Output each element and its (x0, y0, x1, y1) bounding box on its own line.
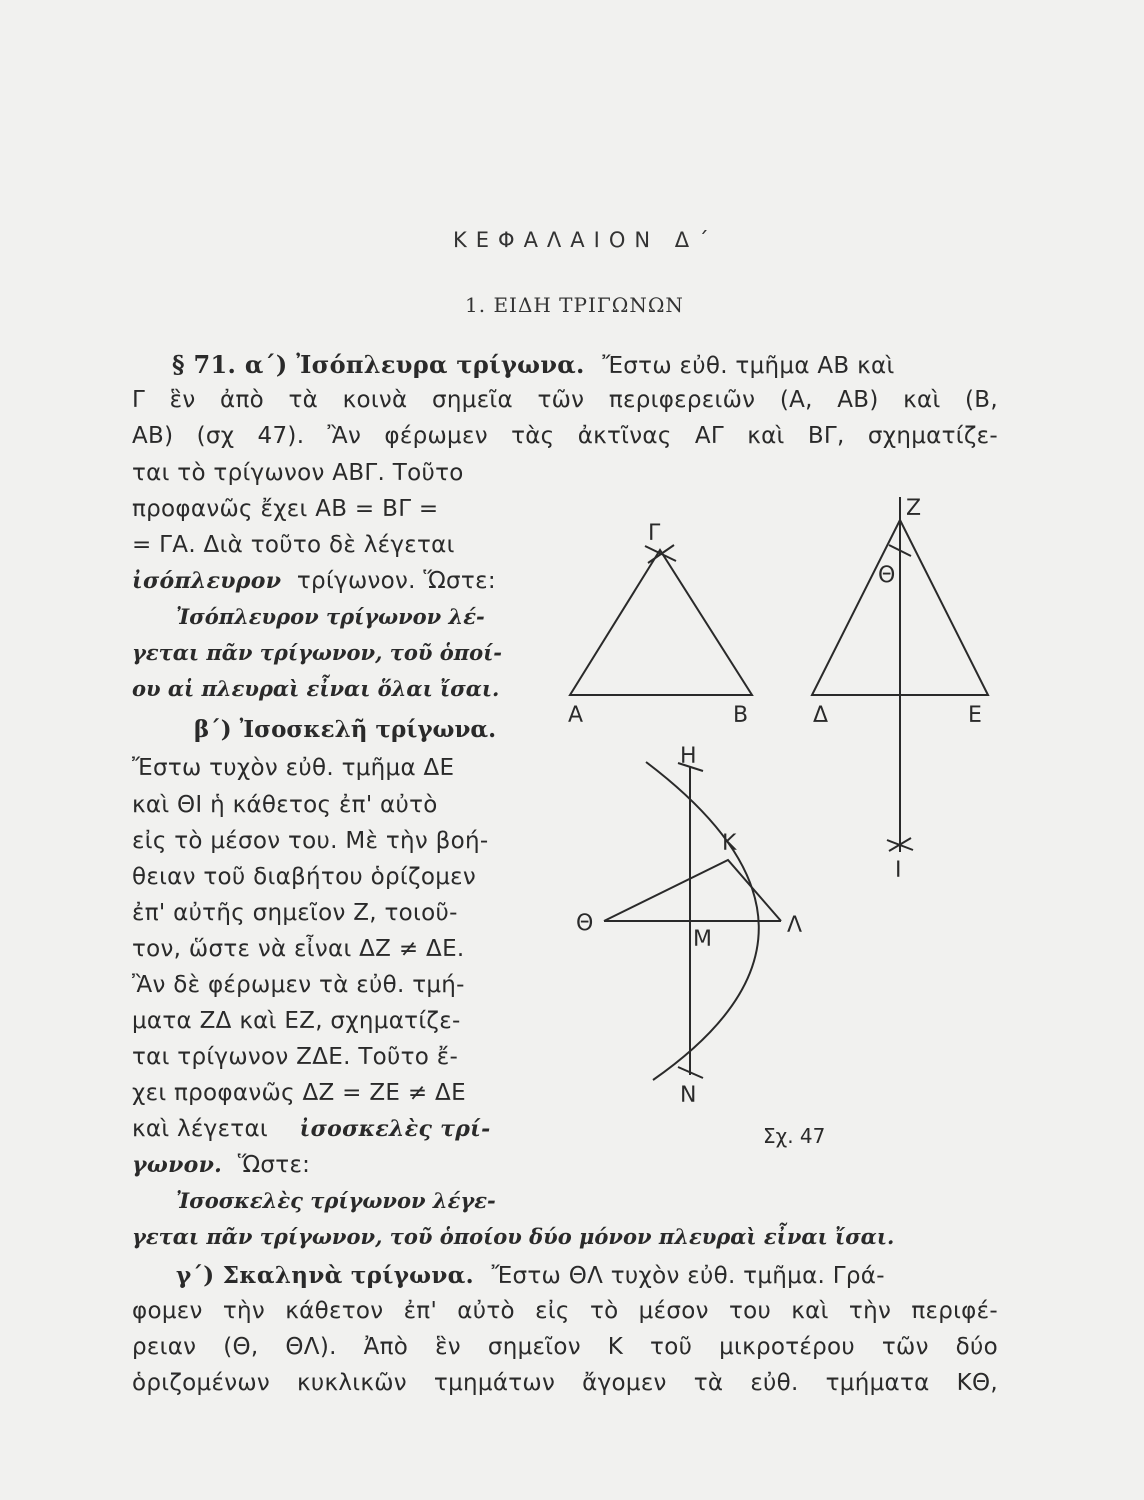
label-Lambda: Λ (787, 913, 803, 938)
definition-b-line-2: γεται πᾶν τρίγωνον, τοῦ ὁποίου δύο μόνον πλευραὶ εἶναι ἴσαι. (132, 1224, 895, 1249)
paragraph-b-text: καὶ λέγεται (132, 1116, 268, 1142)
term-trigonon: γωνον. (132, 1152, 223, 1178)
scalene-triangle (604, 860, 781, 921)
label-Theta: Θ (878, 563, 896, 588)
label-E: Ε (968, 703, 982, 728)
paragraph-c-heading: γ΄) Σκαληνὰ τρίγωνα. (176, 1262, 474, 1289)
label-A: Α (568, 703, 584, 728)
paragraph-71-text: τρίγωνον. Ὥστε: (296, 568, 496, 594)
label-Z: Ζ (906, 496, 922, 521)
label-H: Η (680, 744, 697, 769)
label-K: Κ (722, 831, 737, 856)
label-M: Μ (693, 927, 712, 952)
paragraph-c-line-3: ρειαν (Θ, ΘΛ). Ἀπὸ ἓν σημεῖον Κ τοῦ μικροτέρου τῶν δύο (132, 1334, 998, 1360)
equilateral-triangle (570, 550, 752, 695)
section-title: 1. ΕΙΔΗ ΤΡΙΓΩΝΩΝ (465, 293, 684, 317)
paragraph-c-text: Ἔστω ΘΛ τυχὸν εὐθ. τμῆμα. Γρά- (491, 1263, 885, 1289)
paragraph-71-text: Ἔστω εὐθ. τμῆμα ΑΒ καὶ (602, 353, 895, 379)
paragraph-b-line-4: θειαν τοῦ διαβήτου ὁρίζομεν (132, 864, 477, 890)
definition-b-line-1: Ἰσοσκελὲς τρίγωνον λέγε- (176, 1188, 496, 1213)
paragraph-b-line-3: εἰς τὸ μέσον του. Μὲ τὴν βοή- (132, 828, 489, 854)
paragraph-b-line-10: χει προφανῶς ΔΖ = ΖΕ ≠ ΔΕ (132, 1080, 466, 1106)
term-isoskeles: ἰσοσκελὲς τρί- (299, 1116, 491, 1142)
paragraph-71-line-3: ΑΒ) (σχ 47). Ἂν φέρωμεν τὰς ἀκτῖνας ΑΓ καὶ ΒΓ, σχηματίζε- (132, 423, 998, 449)
term-isopleuron: ἰσόπλευρον (132, 568, 282, 594)
label-Theta-2: Θ (576, 911, 594, 936)
paragraph-b-line-9: ται τρίγωνον ΖΔΕ. Τοῦτο ἔ- (132, 1044, 459, 1070)
definition-71-line-3: ου αἱ πλευραὶ εἶναι ὅλαι ἴσαι. (132, 676, 500, 701)
paragraph-c-line-4: ὁριζομένων κυκλικῶν τμημάτων ἄγομεν τὰ εὐθ. τμήματα ΚΘ, (132, 1370, 998, 1396)
paragraph-b-line-2: καὶ ΘΙ ἡ κάθετος ἐπ' αὐτὸ (132, 792, 438, 818)
paragraph-b-heading: β΄) Ἰσοσκελῆ τρίγωνα. (194, 716, 497, 743)
paragraph-c-line-2: φομεν τὴν κάθετον ἐπ' αὐτὸ εἰς τὸ μέσον του καὶ τὴν περιφέ- (132, 1298, 998, 1324)
label-Delta: Δ (813, 703, 829, 728)
paragraph-b-line-8: ματα ΖΔ καὶ ΕΖ, σχηματίζε- (132, 1008, 461, 1034)
paragraph-71-line-6: = ΓΑ. Διὰ τοῦτο δὲ λέγεται (132, 532, 455, 558)
paragraph-71-line-2: Γ ἓν ἀπὸ τὰ κοινὰ σημεῖα τῶν περιφερειῶν (Α, ΑΒ) καὶ (Β, (132, 387, 998, 413)
label-B: Β (733, 703, 749, 728)
chapter-title: ΚΕΦΑΛΑΙΟΝ Δ΄ (453, 228, 718, 252)
definition-71-line-1: Ἰσόπλευρον τρίγωνον λέ- (176, 604, 485, 629)
figure-caption: Σχ. 47 (763, 1124, 826, 1148)
paragraph-71-line-5: προφανῶς ἔχει ΑΒ = ΒΓ = (132, 496, 439, 522)
label-Gamma: Γ (648, 521, 661, 546)
label-N: Ν (680, 1083, 697, 1108)
paragraph-b-line-7: Ἂν δὲ φέρωμεν τὰ εὐθ. τμή- (132, 972, 465, 998)
paragraph-71-line-4: ται τὸ τρίγωνον ΑΒΓ. Τοῦτο (132, 460, 464, 486)
paragraph-b-line-6: τον, ὥστε νὰ εἶναι ΔΖ ≠ ΔΕ. (132, 936, 465, 962)
paragraph-b-text: Ὥστε: (237, 1152, 311, 1178)
paragraph-b-line-1: Ἔστω τυχὸν εὐθ. τμῆμα ΔΕ (132, 755, 455, 781)
label-I: Ι (895, 858, 902, 883)
paragraph-71-heading: § 71. α΄) Ἰσόπλευρα τρίγωνα. (172, 350, 585, 379)
paragraph-b-line-5: ἐπ' αὐτῆς σημεῖον Ζ, τοιοῦ- (132, 900, 458, 926)
arc-mark-gamma-2 (648, 545, 674, 563)
definition-71-line-2: γεται πᾶν τρίγωνον, τοῦ ὁποί- (132, 640, 502, 665)
